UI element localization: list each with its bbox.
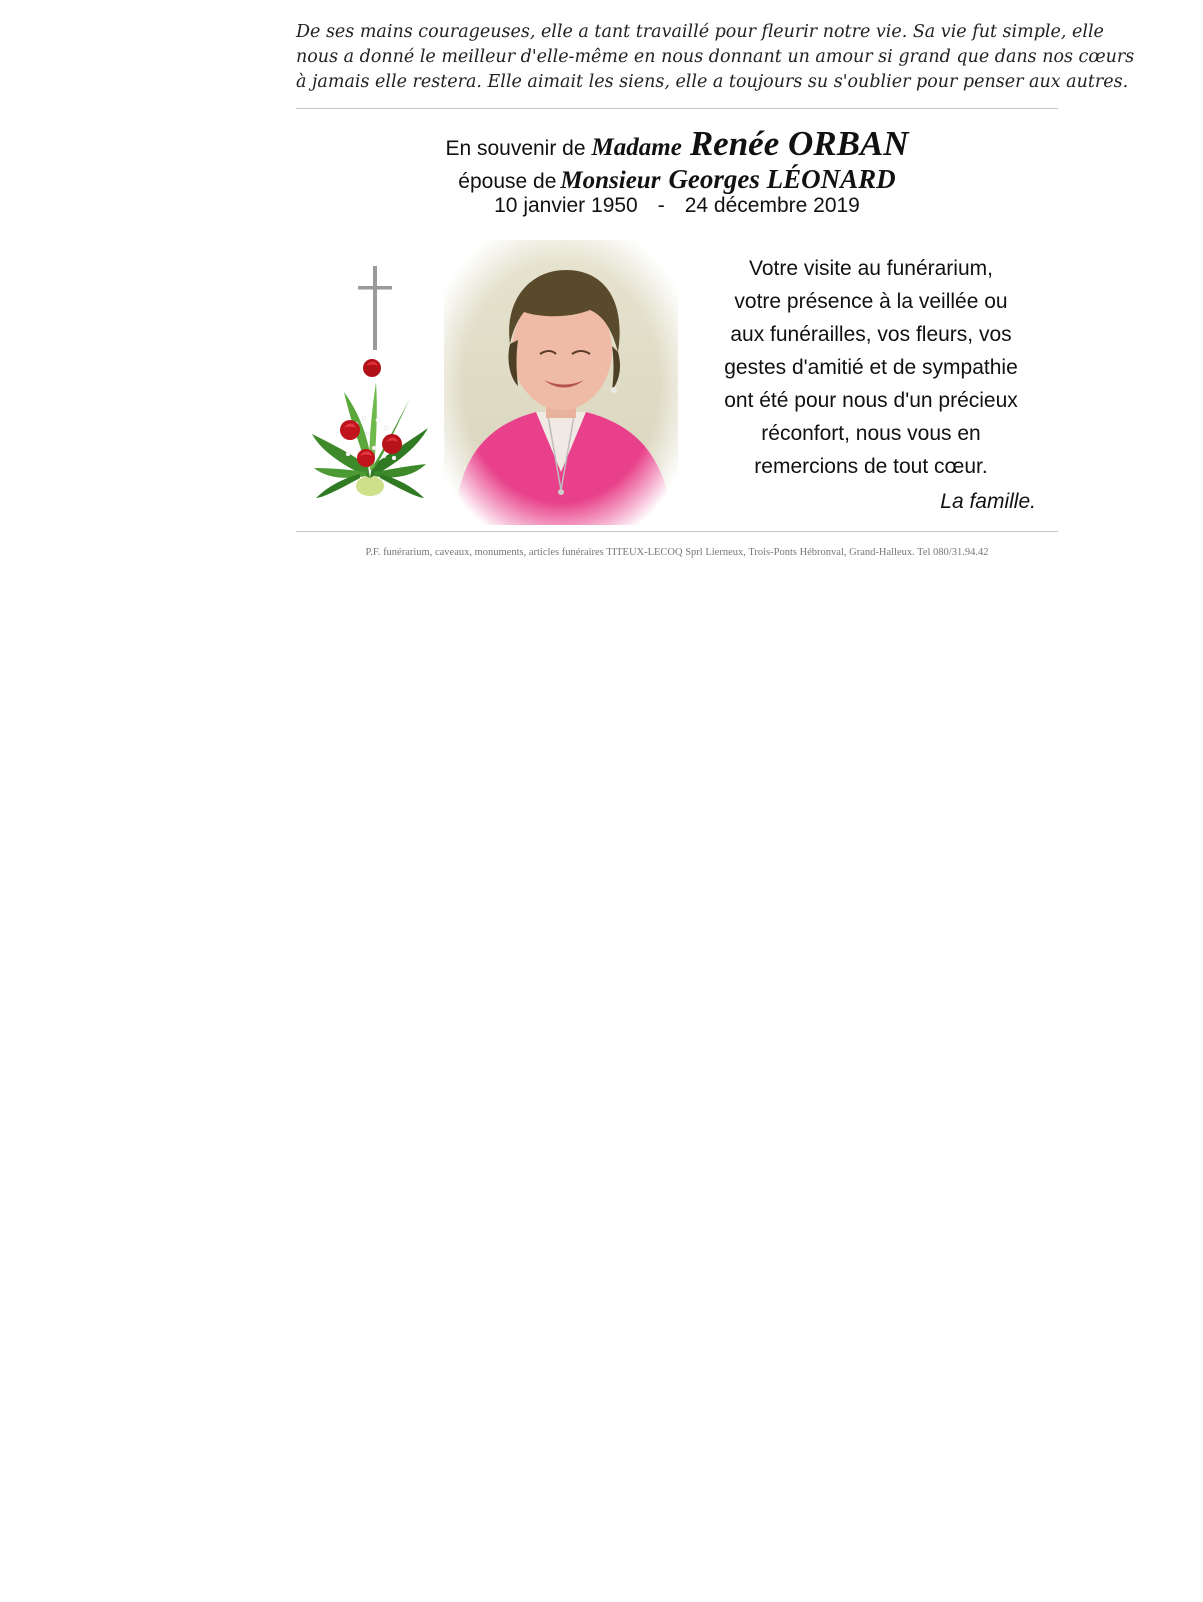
life-dates [296,194,1058,218]
verse-line: De ses mains courageuses, elle a tant travaillé pour fleurir notre vie. Sa vie fut simple, elle [296,22,1104,42]
rose-bouquet-icon [308,358,432,508]
deceased-heading [296,124,1058,164]
top-divider [296,108,1058,109]
date-separator: - [657,194,665,217]
spouse-name: Georges LÉONARD [668,164,896,194]
thanks-line: votre présence à la veillée ou [734,290,1008,313]
bottom-divider [296,531,1058,532]
spouse-intro: épouse de [458,170,557,193]
deceased-portrait [444,240,678,525]
death-date: 24 décembre 2019 [684,194,860,217]
thanks-line: Votre visite au funérarium, [749,257,993,280]
spouse-heading [296,164,1058,195]
deceased-name: Renée ORBAN [689,124,909,163]
thanks-line: remercions de tout cœur. [754,455,988,478]
heading-title: Madame [591,134,682,161]
birth-date: 10 janvier 1950 [494,194,638,217]
spouse-title: Monsieur [560,167,661,194]
funeral-home-footer: P.F. funérarium, caveaux, monuments, articles funéraires TITEUX-LECOQ Sprl Lierneux, Trois-Ponts Hébronval, Grand-Halleux. Tel 080/31.94.42 [365,547,989,558]
thanks-line: aux funérailles, vos fleurs, vos [730,323,1012,346]
family-signature: La famille. [940,490,1036,513]
memorial-verse [296,20,1135,95]
thanks-message [702,252,1040,483]
thanks-line: gestes d'amitié et de sympathie [724,356,1018,379]
verse-line: à jamais elle restera. Elle aimait les siens, elle a toujours su s'oublier pour penser aux autres. [296,72,1129,92]
cross-icon [358,266,392,350]
thanks-line: réconfort, nous vous en [761,422,981,445]
thanks-line: ont été pour nous d'un précieux [724,389,1018,412]
verse-line: nous a donné le meilleur d'elle-même en nous donnant un amour si grand que dans nos cœurs [296,47,1135,67]
heading-intro: En souvenir de [445,137,586,160]
